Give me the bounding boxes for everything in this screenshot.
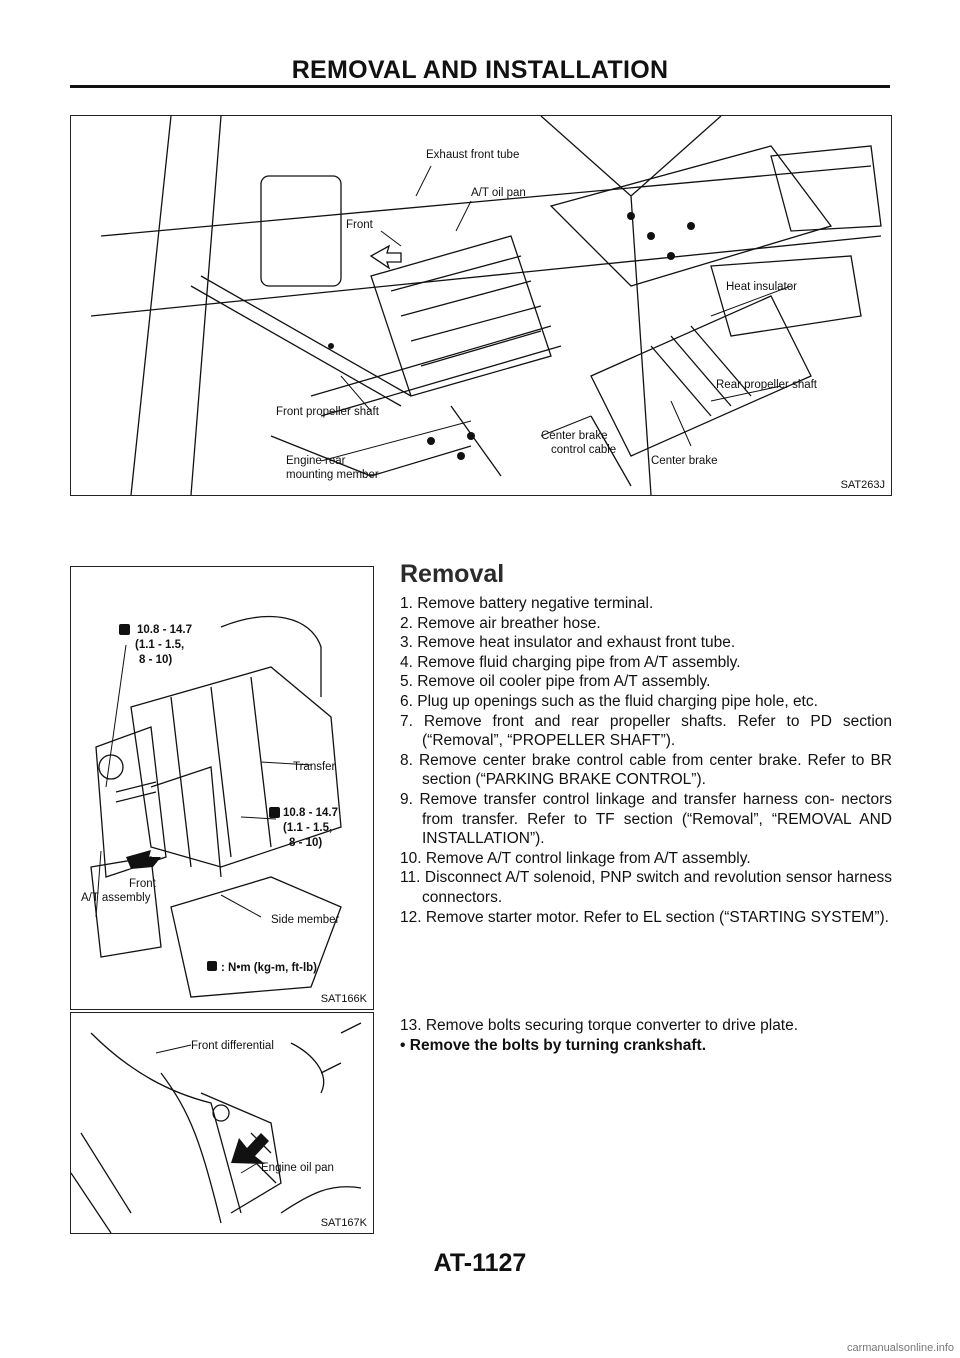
step-5: 5. Remove oil cooler pipe from A/T assembly. [400, 673, 711, 691]
torque-top-3: 8 - 10) [139, 654, 173, 666]
section-title: Removal [400, 560, 505, 588]
label-front-2: Front [129, 878, 156, 890]
step-6: 6. Plug up openings such as the fluid charging pipe hole, etc. [400, 692, 818, 710]
label-front: Front [346, 219, 373, 231]
figure-code: SAT166K [320, 993, 367, 1005]
label-center-brake: Center brake [651, 455, 718, 467]
label-side-member: Side member [271, 914, 340, 926]
label-rear-propeller-shaft: Rear propeller shaft [716, 379, 817, 391]
label-front-differential: Front differential [191, 1040, 274, 1052]
step-3: 3. Remove heat insulator and exhaust front tube. [400, 634, 736, 652]
label-front-propeller-shaft: Front propeller shaft [276, 406, 379, 418]
bullet-mark: • [400, 1036, 406, 1054]
note-text: Remove the bolts by turning crankshaft. [409, 1036, 707, 1054]
note-bullet [400, 1036, 892, 1056]
header-rule [70, 85, 890, 88]
label-exhaust-front-tube: Exhaust front tube [426, 149, 520, 161]
label-at-oil-pan: A/T oil pan [471, 187, 526, 199]
figure-code: SAT263J [840, 479, 885, 491]
torque-top-1: 10.8 - 14.7 [137, 624, 192, 636]
watermark: carmanualsonline.info [846, 1342, 954, 1354]
figure-code: SAT167K [320, 1217, 367, 1229]
transmission-illustration-icon [71, 567, 373, 1009]
label-mounting-member: mounting member [286, 469, 379, 481]
figure-transmission [70, 566, 374, 1010]
removal-steps [400, 594, 892, 927]
step-12: 12. Remove starter motor. Refer to EL section (“STARTING SYSTEM”). [400, 908, 889, 926]
step-7: 7. Remove front and rear propeller shafts. Refer to PD section (“Removal”, “PROPELLER SHAFT”). [400, 712, 892, 750]
figure-underbody [70, 115, 892, 496]
step-13: 13. Remove bolts securing torque converter to drive plate. [400, 1017, 799, 1034]
step-9: 9. Remove transfer control linkage and transfer harness con- nectors from transfer. Refer to TF section (“Removal”, “REMOVAL AND INSTALLATION”). [400, 790, 892, 848]
torque-mid-2: (1.1 - 1.5, [283, 822, 333, 834]
torque-mid-3: 8 - 10) [289, 837, 323, 849]
label-engine-rear: Engine rear [286, 455, 346, 467]
step-8: 8. Remove center brake control cable from center brake. Refer to BR section (“PARKING BRAKE CONTROL”). [400, 751, 892, 789]
page-number: AT-1127 [433, 1249, 527, 1277]
front-differential-illustration-icon [71, 1013, 373, 1233]
figure-front-differential [70, 1012, 374, 1234]
underbody-illustration-icon [71, 116, 891, 495]
step-10: 10. Remove A/T control linkage from A/T assembly. [400, 849, 751, 867]
label-engine-oil-pan: Engine oil pan [261, 1162, 334, 1174]
torque-top-2: (1.1 - 1.5, [135, 639, 185, 651]
torque-mid-1: 10.8 - 14.7 [283, 807, 338, 819]
step-1: 1. Remove battery negative terminal. [400, 595, 654, 612]
page-header-title: REMOVAL AND INSTALLATION [291, 56, 669, 84]
label-control-cable: control cable [551, 444, 617, 456]
removal-step-13 [400, 1016, 892, 1055]
step-11: 11. Disconnect A/T solenoid, PNP switch and revolution sensor harness connectors. [400, 869, 892, 906]
label-heat-insulator: Heat insulator [726, 281, 797, 293]
torque-unit-legend: : N•m (kg-m, ft-lb) [221, 962, 318, 974]
step-4: 4. Remove fluid charging pipe from A/T assembly. [400, 653, 741, 671]
label-center-brake-1: Center brake [541, 430, 608, 442]
step-2: 2. Remove air breather hose. [400, 614, 601, 632]
label-at-assembly: A/T assembly [81, 892, 151, 904]
label-transfer: Transfer [293, 761, 336, 773]
